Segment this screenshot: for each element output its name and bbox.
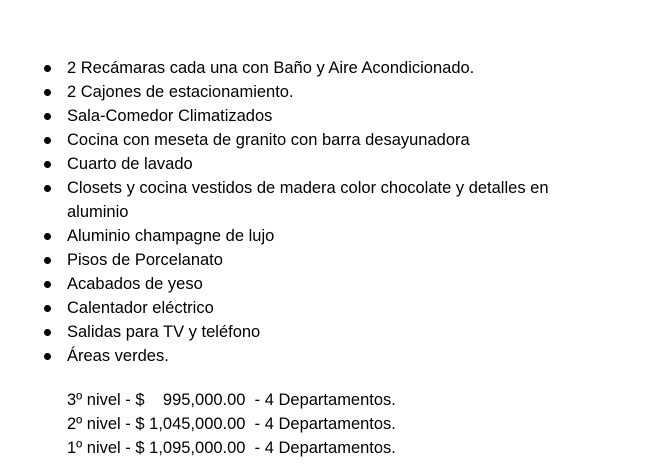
bullet-icon xyxy=(44,233,51,240)
list-item xyxy=(40,248,600,272)
list-item-text: Aluminio champagne de lujo xyxy=(67,227,275,245)
bullet-icon xyxy=(44,281,51,288)
list-item-text: Áreas verdes. xyxy=(67,347,169,365)
list-item xyxy=(40,272,600,296)
bullet-icon xyxy=(44,65,51,72)
bullet-icon xyxy=(44,137,51,144)
list-item xyxy=(40,80,600,104)
features-list xyxy=(40,56,600,368)
list-item xyxy=(40,104,600,128)
bullet-icon xyxy=(44,161,51,168)
price-list xyxy=(67,388,567,460)
bullet-icon xyxy=(44,185,51,192)
price-line: 1º nivel - $ 1,095,000.00 - 4 Departamentos. xyxy=(67,439,396,457)
bullet-icon xyxy=(44,113,51,120)
list-item xyxy=(40,344,600,368)
bullet-icon xyxy=(44,257,51,264)
list-item xyxy=(40,224,600,248)
list-item xyxy=(40,152,600,176)
list-item-text: Cocina con meseta de granito con barra desayunadora xyxy=(67,131,470,149)
list-item-text: Acabados de yeso xyxy=(67,275,203,293)
list-item-text: Calentador eléctrico xyxy=(67,299,214,317)
price-line: 2º nivel - $ 1,045,000.00 - 4 Departamentos. xyxy=(67,415,396,433)
list-item xyxy=(40,176,600,224)
list-item-text: Salidas para TV y teléfono xyxy=(67,323,261,341)
list-item-text: 2 Cajones de estacionamiento. xyxy=(67,83,294,101)
list-item xyxy=(40,56,600,80)
bullet-icon xyxy=(44,353,51,360)
list-item xyxy=(40,320,600,344)
list-item-text: Cuarto de lavado xyxy=(67,155,193,173)
list-item-text: 2 Recámaras cada una con Baño y Aire Acondicionado. xyxy=(67,59,475,77)
bullet-icon xyxy=(44,89,51,96)
list-item xyxy=(40,128,600,152)
price-line: 3º nivel - $ 995,000.00 - 4 Departamentos. xyxy=(67,391,396,409)
list-item-text: Closets y cocina vestidos de madera color chocolate y detalles en aluminio xyxy=(67,179,549,221)
list-item-text: Pisos de Porcelanato xyxy=(67,251,223,269)
list-item xyxy=(40,296,600,320)
bullet-icon xyxy=(44,305,51,312)
list-item-text: Sala-Comedor Climatizados xyxy=(67,107,273,125)
bullet-icon xyxy=(44,329,51,336)
